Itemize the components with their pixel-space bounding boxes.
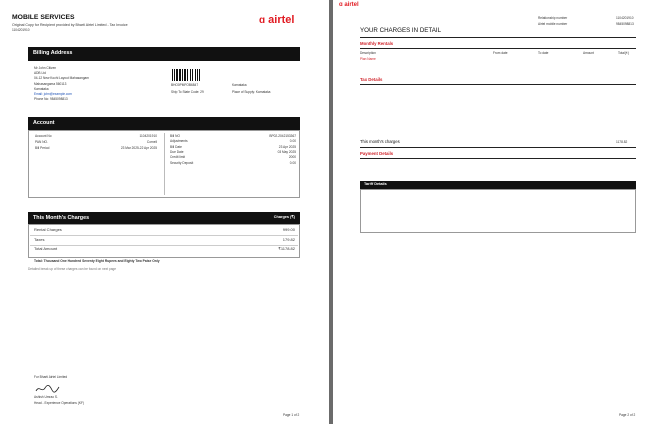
monthly-column-header: To date xyxy=(538,51,549,55)
amount-in-words: Total: Thousand One Hundred Seventy Eight Rupees and Eighty Two Paise Only xyxy=(34,259,160,263)
state-code: Karnataka xyxy=(232,83,247,87)
plan-name-label: Plan Name xyxy=(360,57,376,61)
payment-rule xyxy=(360,158,636,159)
mobile-number-label: Airtel mobile number xyxy=(538,22,568,26)
address-line: Phone No: 9845098813 xyxy=(34,97,68,102)
barcode-bar xyxy=(179,69,181,81)
barcode-bar xyxy=(182,69,183,81)
breakup-note: Detailed break up of these charges can be found on next page xyxy=(28,267,117,271)
signatory-label: For Bharti Airtel Limited xyxy=(34,375,68,379)
account-field-value: 0.00 xyxy=(289,139,296,144)
logo-text: airtel xyxy=(268,14,295,26)
account-field-label: Account No xyxy=(35,134,52,138)
charge-value: 999.00 xyxy=(282,227,295,232)
month-charges-rule xyxy=(360,147,636,148)
relationship-number-label: Relationship number xyxy=(538,16,568,20)
monthly-rule xyxy=(360,48,636,49)
monthly-column-header: Description xyxy=(360,51,376,55)
charge-label: Total Amount xyxy=(34,246,58,251)
address-line: Email: john@example.com xyxy=(34,92,72,96)
payment-details-header: Payment Details xyxy=(360,151,394,156)
account-field-value: 0.00 xyxy=(289,160,296,165)
barcode-bar xyxy=(184,69,186,81)
mobile-number: 9845098813 xyxy=(616,22,634,26)
account-field-label: Bill Period xyxy=(35,146,50,150)
airtel-swoosh-icon: ɑ xyxy=(259,15,266,26)
address-line: 04-12 New Kochi Layout Mahasangam xyxy=(34,76,89,81)
title-rule xyxy=(360,37,636,38)
address-line: Mr John Citizen xyxy=(34,66,57,70)
page-number: Page 2 of 2 xyxy=(619,413,636,417)
account-field-value: 1104201910 xyxy=(139,134,157,138)
account-field-value: Cornell xyxy=(146,140,157,144)
charges-detail-title: YOUR CHARGES IN DETAIL xyxy=(360,27,442,34)
barcode-number: BHO0PMFOB6847 xyxy=(171,83,199,87)
account-field-value: 03 May 2025 xyxy=(277,149,296,154)
charge-value: ₹1178.82 xyxy=(278,246,295,251)
monthly-rentals-header: Monthly Rentals xyxy=(360,41,394,46)
charges-title: This Month's Charges xyxy=(33,214,90,221)
tax-details-header: Tax Details xyxy=(360,77,383,82)
ship-state-code: Ship To State Code: 29 xyxy=(171,90,204,94)
charges-column-header: Charges (₹) xyxy=(273,215,295,219)
charge-label: Taxes xyxy=(34,236,45,242)
page-number: Page 1 of 2 xyxy=(283,413,300,417)
address-line: Mahasangama 560113 xyxy=(34,81,67,86)
tax-rule xyxy=(360,84,636,85)
signer-name: Ashish Umrao S. xyxy=(34,395,58,399)
account-field-label: Adjustments xyxy=(170,139,188,144)
airtel-swoosh-icon: ɑ xyxy=(339,2,343,8)
barcode-bar xyxy=(192,69,193,81)
account-title: Account xyxy=(33,120,55,126)
logo-text: airtel xyxy=(344,2,359,8)
monthly-column-header: From date xyxy=(493,51,508,55)
account-field-label: Bill NO xyxy=(170,134,180,138)
barcode-bar xyxy=(199,69,200,81)
barcode-bar xyxy=(172,69,173,81)
barcode-bar xyxy=(197,69,199,81)
barcode-bar xyxy=(190,69,191,81)
tariff-box xyxy=(360,189,636,233)
page-subtitle: Original Copy for Recipient provided by Bharti Airtel Limited - Tax Invoice xyxy=(12,23,128,27)
charges-box xyxy=(28,224,300,258)
charges-header xyxy=(28,212,300,224)
address-line: ADB Ltd xyxy=(34,71,46,76)
monthly-column-header: Total(₹) xyxy=(618,51,629,55)
month-charges-value: 1178.82 xyxy=(616,140,628,144)
charge-label: Rental Charges xyxy=(34,227,62,232)
account-header xyxy=(28,117,300,130)
invoice-page-1 xyxy=(0,0,329,424)
place-of-supply: Place of Supply: Karnataka xyxy=(232,90,271,94)
monthly-column-header: Amount xyxy=(583,51,594,55)
account-field-label: Security Deposit xyxy=(170,160,194,165)
page-title: MOBILE SERVICES xyxy=(12,14,75,21)
tariff-header xyxy=(360,181,636,189)
tariff-title: Tariff Details xyxy=(364,182,387,186)
account-field-value: 23 Mar 2025-22 Apr 2025 xyxy=(120,146,157,150)
charge-divider xyxy=(30,235,298,236)
billing-address-header xyxy=(28,47,300,61)
account-field-label: Credit limit xyxy=(170,155,186,160)
account-field-value: BP02-2042153367 xyxy=(269,134,296,138)
month-charges-label: This month's charges xyxy=(360,139,400,144)
relationship-number: 1104201910 xyxy=(616,16,634,20)
charge-value: 179.82 xyxy=(282,236,295,242)
account-divider xyxy=(164,133,165,195)
account-ref: 1104201910 xyxy=(12,28,30,32)
barcode-bar xyxy=(176,69,178,81)
invoice-page-2 xyxy=(333,0,662,424)
signer-title: Head - Experience Operations (KF) xyxy=(34,401,84,405)
airtel-logo xyxy=(259,14,294,26)
billing-address-title: Billing Address xyxy=(33,50,73,56)
barcode-icon xyxy=(172,69,212,81)
account-field-label: PAN NO. xyxy=(35,140,48,144)
charge-divider xyxy=(30,245,298,246)
airtel-logo-small xyxy=(339,2,359,8)
account-field-label: Bill Date xyxy=(170,144,182,149)
account-field-value: 2000 xyxy=(288,155,296,160)
barcode-bar xyxy=(187,69,188,81)
account-field-value: 23 Apr 2025 xyxy=(278,144,296,149)
signature-icon xyxy=(34,384,60,394)
address-line: Karnataka xyxy=(34,86,49,91)
account-field-label: Due Date xyxy=(170,149,184,154)
